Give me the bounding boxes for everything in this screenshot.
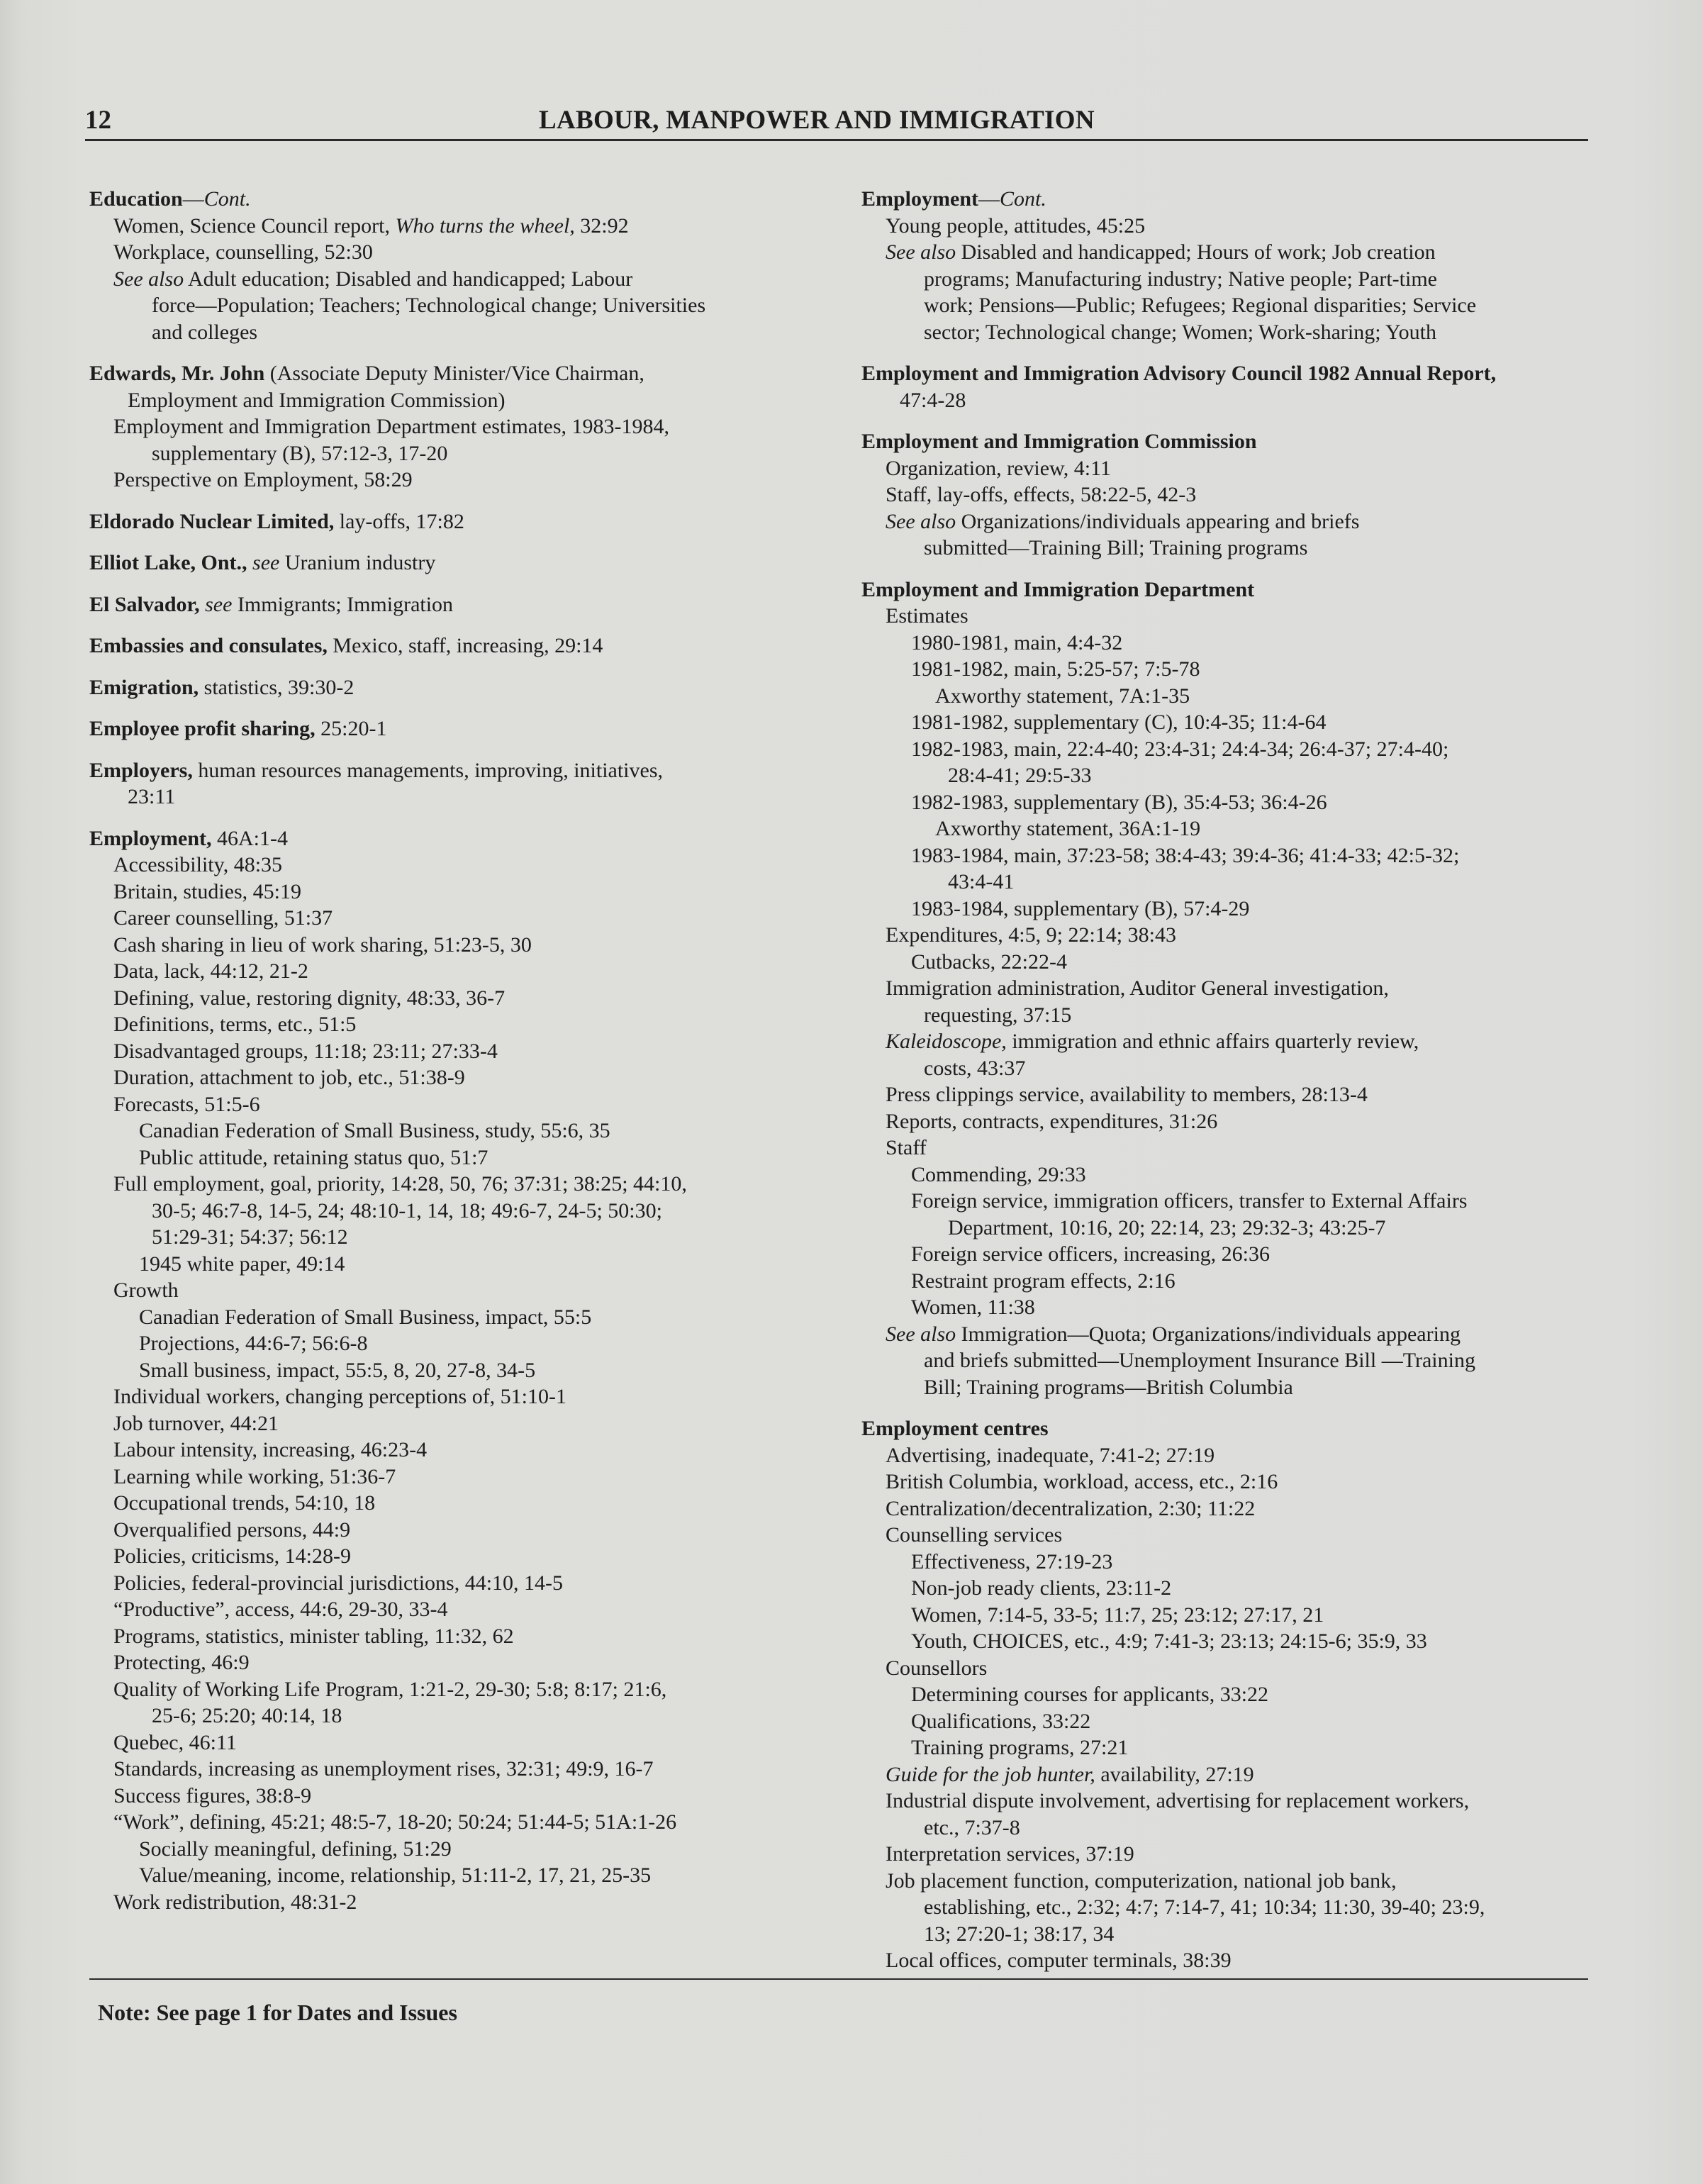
index-subentry-line — [861, 508, 1599, 535]
index-text: Expenditures, 4:5, 9; 22:14; 38:43 — [886, 923, 1176, 947]
index-subentry-line — [861, 1161, 1599, 1188]
index-text: availability, 27:19 — [1095, 1762, 1254, 1786]
index-subentry-line — [89, 1649, 841, 1676]
index-text: 1981-1982, supplementary (C), 10:4-35; 11:4-64 — [911, 711, 1327, 734]
index-text: Definitions, terms, etc., 51:5 — [113, 1013, 357, 1036]
index-subentry-line — [861, 842, 1599, 869]
index-subentry-line — [89, 1410, 841, 1437]
index-text: Bill; Training programs—British Columbia — [924, 1375, 1293, 1399]
index-text: force—Population; Teachers; Technological change; Universities — [152, 294, 706, 317]
index-text: 1983-1984, supplementary (B), 57:4-29 — [911, 896, 1250, 920]
index-subentry-line — [89, 1224, 841, 1251]
index-text: supplementary (B), 57:12-3, 17-20 — [152, 441, 448, 465]
index-subentry-line — [89, 958, 841, 985]
index-subentry-line — [861, 922, 1599, 949]
index-text: Press clippings service, availability to members, 28:13-4 — [886, 1083, 1368, 1106]
index-entry — [861, 428, 1599, 562]
index-text: Employment and Immigration Department — [861, 577, 1255, 601]
index-text: Overqualified persons, 44:9 — [113, 1517, 351, 1542]
index-text: “Work”, defining, 45:21; 48:5-7, 18-20; 50:24; 51:44-5; 51A:1-26 — [113, 1810, 677, 1834]
index-entry — [861, 1415, 1599, 1974]
index-heading-line — [89, 550, 841, 576]
index-heading-line — [89, 825, 841, 852]
index-text: Women, 11:38 — [911, 1296, 1035, 1319]
index-text: “Productive”, access, 44:6, 29-30, 33-4 — [113, 1598, 448, 1621]
index-text: Interpretation services, 37:19 — [886, 1842, 1134, 1866]
index-text: Employment and Immigration Department estimates, 1983-1984, — [113, 415, 669, 438]
index-subentry-line — [89, 1198, 841, 1225]
index-text: requesting, 37:15 — [924, 1003, 1072, 1027]
index-heading-line — [89, 633, 841, 659]
index-text: Uranium industry — [279, 551, 436, 574]
index-text: Employment and Immigration Commission) — [128, 388, 506, 412]
index-subentry-line — [89, 440, 841, 467]
index-subentry-line — [89, 1756, 841, 1783]
index-text: Immigration administration, Auditor General investigation, — [886, 976, 1389, 1000]
index-text: Cutbacks, 22:22-4 — [911, 949, 1067, 974]
index-text: Eldorado Nuclear Limited, — [89, 509, 335, 533]
index-text: Labour intensity, increasing, 46:23-4 — [113, 1438, 428, 1461]
index-subentry-line — [89, 467, 841, 494]
index-entry — [89, 360, 841, 494]
index-text: Workplace, counselling, 52:30 — [113, 240, 373, 264]
index-text: 51:29-31; 54:37; 56:12 — [152, 1225, 348, 1249]
index-subentry-line — [89, 1809, 841, 1836]
index-subentry-line — [89, 213, 841, 240]
index-text: Disabled and handicapped; Hours of work; Job creation — [956, 240, 1436, 264]
index-text: programs; Manufacturing industry; Native people; Part-time — [924, 267, 1437, 291]
index-subentry-line — [89, 1490, 841, 1517]
index-entry — [89, 633, 841, 659]
index-subentry-line — [89, 1729, 841, 1756]
index-text: 30-5; 46:7-8, 14-5, 24; 48:10-1, 14, 18; 49:6-7, 24-5; 50:30; — [152, 1198, 662, 1222]
index-text: 43:4-41 — [948, 870, 1015, 893]
index-subentry-line — [861, 266, 1599, 293]
index-text: Canadian Federation of Small Business, impact, 55:5 — [139, 1305, 592, 1329]
index-subentry-line — [89, 1251, 841, 1278]
index-text: Cash sharing in lieu of work sharing, 51:23-5, 30 — [113, 932, 532, 957]
index-subentry-line — [89, 1543, 841, 1570]
index-subentry-line — [89, 1277, 841, 1304]
index-subentry-line — [861, 1734, 1599, 1761]
index-text: and colleges — [152, 320, 258, 344]
index-subentry-line — [861, 1788, 1599, 1815]
page-header — [85, 105, 1588, 140]
index-heading-line — [89, 715, 841, 742]
index-text: Cont. — [203, 187, 251, 211]
index-heading-line — [89, 591, 841, 618]
index-heading-line — [861, 1415, 1599, 1442]
index-text: Programs, statistics, minister tabling, 11:32, 62 — [113, 1624, 514, 1648]
index-text: Mexico, staff, increasing, 29:14 — [327, 634, 603, 657]
index-text: Duration, attachment to job, etc., 51:38-9 — [113, 1066, 465, 1089]
index-subentry-line — [861, 1708, 1599, 1735]
index-subentry-line — [89, 266, 841, 293]
index-text: Employment and Immigration Commission — [861, 430, 1257, 453]
index-subentry-line — [89, 239, 841, 266]
index-text: Value/meaning, income, relationship, 51:11-2, 17, 21, 25-35 — [139, 1863, 652, 1887]
header-rule — [85, 139, 1588, 141]
index-heading-line — [89, 508, 841, 535]
index-entry — [89, 825, 841, 1916]
index-subentry-line — [861, 1055, 1599, 1082]
index-text: Full employment, goal, priority, 14:28, 50, 76; 37:31; 38:25; 44:10, — [113, 1172, 687, 1196]
index-entry — [89, 715, 841, 742]
index-text: Quality of Working Life Program, 1:21-2, 29-30; 5:8; 8:17; 21:6, — [113, 1677, 667, 1701]
index-text: Who turns the wheel, — [395, 213, 575, 238]
index-subentry-line — [89, 1330, 841, 1357]
index-text: costs, 43:37 — [924, 1056, 1026, 1080]
index-subentry-line — [861, 1655, 1599, 1682]
index-text: 25:20-1 — [315, 717, 387, 740]
index-text: Industrial dispute involvement, advertising for replacement workers, — [886, 1789, 1470, 1812]
index-text — [200, 593, 206, 616]
index-text: Projections, 44:6-7; 56:6-8 — [139, 1332, 368, 1355]
index-text: 32:92 — [574, 213, 629, 238]
index-text: Counselling services — [886, 1523, 1063, 1547]
index-text: Individual workers, changing perceptions of, 51:10-1 — [113, 1385, 567, 1408]
index-text: Britain, studies, 45:19 — [113, 879, 301, 903]
index-text: Staff — [886, 1136, 927, 1159]
index-text: Cont. — [1000, 187, 1046, 211]
index-text: Defining, value, restoring dignity, 48:33, 36-7 — [113, 986, 506, 1010]
index-subentry-line — [861, 535, 1599, 562]
index-text: Staff, lay-offs, effects, 58:22-5, 42-3 — [886, 483, 1197, 506]
index-subentry-line — [861, 1108, 1599, 1135]
index-text: Local offices, computer terminals, 38:39 — [886, 1949, 1232, 1972]
index-text: — — [978, 187, 1000, 211]
index-text: 47:4-28 — [900, 388, 966, 412]
index-text: Edwards, Mr. John — [89, 362, 265, 385]
index-text: lay-offs, 17:82 — [334, 509, 464, 533]
index-subentry-line — [861, 869, 1599, 896]
index-text: Occupational trends, 54:10, 18 — [113, 1491, 376, 1515]
index-subentry-line — [89, 1091, 841, 1118]
index-subentry-line — [89, 852, 841, 879]
index-text: Protecting, 46:9 — [113, 1651, 250, 1674]
index-text: Organization, review, 4:11 — [886, 456, 1111, 480]
running-title: LABOUR, MANPOWER AND IMMIGRATION — [539, 106, 1095, 135]
index-text: See also — [886, 240, 956, 264]
index-subentry-line — [861, 630, 1599, 657]
footer-rule — [89, 1978, 1588, 1980]
index-text: Work redistribution, 48:31-2 — [113, 1890, 357, 1914]
index-text: Department, 10:16, 20; 22:14, 23; 29:32-3; 43:25-7 — [948, 1215, 1386, 1239]
index-subentry-line — [861, 1469, 1599, 1495]
index-subentry-line — [861, 1188, 1599, 1215]
index-subentry-line — [89, 1464, 841, 1491]
index-heading-line — [861, 576, 1599, 603]
index-text: Counsellors — [886, 1656, 988, 1680]
index-heading-line — [89, 674, 841, 701]
index-text: Quebec, 46:11 — [113, 1730, 237, 1754]
index-subentry-line — [89, 1304, 841, 1331]
index-subentry-line — [861, 213, 1599, 240]
index-subentry-line — [861, 1761, 1599, 1788]
index-text: Career counselling, 51:37 — [113, 906, 333, 930]
footer-note: Note: See page 1 for Dates and Issues — [98, 2000, 457, 2025]
index-heading-line — [861, 428, 1599, 455]
index-text: Adult education; Disabled and handicapped; Labour — [184, 267, 633, 291]
index-subentry-line — [861, 975, 1599, 1002]
index-text: Learning while working, 51:36-7 — [113, 1464, 396, 1488]
index-subentry-line — [861, 683, 1599, 710]
index-text: Job placement function, computerization, national job bank, — [886, 1868, 1397, 1893]
index-entry — [861, 186, 1599, 345]
index-subentry-line — [861, 1868, 1599, 1895]
index-text: Immigration—Quota; Organizations/individuals appearing — [956, 1322, 1461, 1346]
index-subentry-line — [89, 1357, 841, 1384]
index-text: Organizations/individuals appearing and briefs — [956, 509, 1360, 533]
index-text: Women, 7:14-5, 33-5; 11:7, 25; 23:12; 27:17, 21 — [911, 1603, 1324, 1627]
index-text: Canadian Federation of Small Business, study, 55:6, 35 — [139, 1119, 610, 1142]
index-heading-line — [89, 757, 841, 784]
index-text: Foreign service officers, increasing, 26:36 — [911, 1242, 1270, 1266]
index-text: Immigrants; Immigration — [232, 592, 454, 616]
index-text: human resources managements, improving, initiatives, — [192, 758, 664, 782]
index-text: (Associate Deputy Minister/Vice Chairman, — [264, 362, 644, 385]
index-subentry-line — [861, 1028, 1599, 1055]
index-subentry-line — [89, 1676, 841, 1703]
index-text — [247, 551, 253, 574]
index-subentry-line — [89, 1144, 841, 1171]
index-subentry-line — [861, 1522, 1599, 1549]
index-subentry-line — [861, 1681, 1599, 1708]
index-text: Kaleidoscope, — [886, 1030, 1007, 1053]
index-text: Policies, federal-provincial jurisdictions, 44:10, 14-5 — [113, 1571, 564, 1595]
index-subentry-line — [861, 1241, 1599, 1268]
index-text: 25-6; 25:20; 40:14, 18 — [152, 1704, 342, 1727]
right-index-column — [861, 186, 1599, 1989]
index-entry — [89, 550, 841, 576]
index-entry — [861, 576, 1599, 1401]
index-text: Data, lack, 44:12, 21-2 — [113, 959, 308, 983]
index-text: 46A:1-4 — [211, 826, 288, 850]
index-subentry-line — [861, 1841, 1599, 1868]
index-subentry-line — [89, 1011, 841, 1038]
index-subentry-line — [89, 1703, 841, 1729]
index-subentry-line — [89, 1889, 841, 1916]
index-text: See also — [886, 509, 956, 533]
index-subentry-line — [89, 1862, 841, 1889]
index-subentry-line — [89, 1064, 841, 1091]
index-subentry-line — [89, 1783, 841, 1810]
index-subentry-line — [89, 1623, 841, 1650]
index-text: Foreign service, immigration officers, transfer to External Affairs — [911, 1189, 1468, 1213]
index-text: Socially meaningful, defining, 51:29 — [139, 1837, 452, 1861]
index-subentry-line — [89, 1118, 841, 1144]
index-text: 23:11 — [128, 785, 176, 808]
index-text: Axworthy statement, 36A:1-19 — [935, 817, 1201, 840]
index-subentry-line — [89, 905, 841, 932]
index-subentry-line — [861, 1575, 1599, 1602]
index-text: see — [205, 592, 233, 616]
index-subentry-line — [89, 292, 841, 319]
index-text: Small business, impact, 55:5, 8, 20, 27-8, 34-5 — [139, 1358, 536, 1382]
index-text: etc., 7:37-8 — [924, 1815, 1020, 1839]
index-subentry-line — [861, 1628, 1599, 1655]
index-text: See also — [886, 1322, 956, 1346]
index-entry — [89, 674, 841, 701]
index-text: work; Pensions—Public; Refugees; Regional disparities; Service — [924, 294, 1477, 317]
index-subentry-line — [861, 481, 1599, 508]
index-text: British Columbia, workload, access, etc., 2:16 — [886, 1470, 1278, 1493]
index-text: Women, Science Council report, — [113, 213, 396, 238]
index-subentry-line — [861, 1081, 1599, 1108]
index-text: El Salvador, — [89, 592, 200, 616]
index-text: Young people, attitudes, 45:25 — [886, 213, 1146, 238]
index-subentry-line — [861, 1321, 1599, 1348]
index-entry — [89, 186, 841, 345]
index-heading-line — [861, 186, 1599, 213]
index-subentry-line — [861, 387, 1599, 414]
index-subentry-line — [861, 292, 1599, 319]
left-index-column — [89, 186, 841, 1930]
index-subentry-line — [861, 1347, 1599, 1374]
index-text: 1982-1983, supplementary (B), 35:4-53; 36:4-26 — [911, 790, 1327, 814]
index-subentry-line — [89, 1171, 841, 1198]
index-subentry-line — [861, 1374, 1599, 1401]
index-subentry-line — [89, 1596, 841, 1623]
index-text: Accessibility, 48:35 — [113, 853, 283, 876]
index-subentry-line — [89, 985, 841, 1012]
index-text: Elliot Lake, Ont., — [89, 551, 247, 574]
index-subentry-line — [861, 1268, 1599, 1295]
index-text: 1981-1982, main, 5:25-57; 7:5-78 — [911, 657, 1200, 681]
index-text: Determining courses for applicants, 33:22 — [911, 1683, 1269, 1706]
index-text: Employment and Immigration Advisory Council 1982 Annual Report, — [861, 362, 1497, 385]
index-subentry-line — [861, 949, 1599, 976]
index-subentry-line — [89, 932, 841, 959]
index-entry — [861, 360, 1599, 413]
index-text: Non-job ready clients, 23:11-2 — [911, 1576, 1172, 1600]
index-subentry-line — [89, 1383, 841, 1410]
index-text: Employment, — [89, 826, 212, 850]
index-text: Commending, 29:33 — [911, 1162, 1086, 1186]
index-text: Training programs, 27:21 — [911, 1736, 1129, 1759]
index-text: Job turnover, 44:21 — [113, 1411, 279, 1435]
index-text: see — [252, 551, 280, 574]
index-text: Standards, increasing as unemployment rises, 32:31; 49:9, 16-7 — [113, 1757, 654, 1781]
index-text: statistics, 39:30-2 — [199, 675, 354, 699]
index-subentry-line — [861, 1215, 1599, 1242]
index-text: Policies, criticisms, 14:28-9 — [113, 1544, 351, 1568]
index-subentry-line — [861, 1495, 1599, 1522]
index-text: 28:4-41; 29:5-33 — [948, 764, 1092, 787]
index-subentry-line — [861, 1602, 1599, 1629]
index-subentry-line — [861, 603, 1599, 630]
index-subentry-line — [89, 1437, 841, 1464]
index-text: immigration and ethnic affairs quarterly review, — [1006, 1030, 1419, 1053]
index-subentry-line — [89, 879, 841, 906]
index-subentry-line — [861, 709, 1599, 736]
index-entry — [89, 508, 841, 535]
index-text: See also — [113, 267, 184, 291]
index-heading-line — [89, 360, 841, 387]
index-subentry-line — [861, 1947, 1599, 1974]
index-subentry-line — [861, 455, 1599, 482]
index-text: Education — [89, 187, 183, 211]
index-subentry-line — [861, 1135, 1599, 1161]
index-subentry-line — [861, 1815, 1599, 1842]
index-text: Growth — [113, 1278, 179, 1302]
index-text: Employee profit sharing, — [89, 717, 316, 740]
index-entry — [89, 591, 841, 618]
page-number: 12 — [85, 106, 111, 135]
index-text: Axworthy statement, 7A:1-35 — [935, 684, 1190, 708]
index-text: Centralization/decentralization, 2:30; 11:22 — [886, 1496, 1256, 1520]
index-subentry-line — [89, 1038, 841, 1065]
index-text: 1983-1984, main, 37:23-58; 38:4-43; 39:4-36; 41:4-33; 42:5-32; — [911, 843, 1460, 867]
index-text: Estimates — [886, 604, 968, 628]
index-text: Qualifications, 33:22 — [911, 1709, 1091, 1733]
index-subentry-line — [861, 1894, 1599, 1921]
index-subentry-line — [89, 319, 841, 346]
index-text: Perspective on Employment, 58:29 — [113, 468, 413, 491]
index-subentry-line — [861, 896, 1599, 923]
index-text: 13; 27:20-1; 38:17, 34 — [924, 1922, 1115, 1946]
index-subentry-line — [861, 656, 1599, 683]
index-subentry-line — [861, 736, 1599, 763]
index-text: 1945 white paper, 49:14 — [139, 1252, 345, 1276]
index-text: Reports, contracts, expenditures, 31:26 — [886, 1109, 1218, 1133]
index-subentry-line — [861, 1002, 1599, 1029]
index-subentry-line — [861, 762, 1599, 789]
index-text: Guide for the job hunter, — [886, 1762, 1095, 1786]
index-text: Emigration, — [89, 675, 199, 699]
index-text: Embassies and consulates, — [89, 634, 328, 657]
index-text: Public attitude, retaining status quo, 51:7 — [139, 1145, 488, 1169]
index-heading-line — [861, 360, 1599, 387]
index-subentry-line — [861, 789, 1599, 816]
index-text: — — [182, 187, 204, 211]
index-text: Employment — [861, 187, 978, 211]
index-subentry-line — [861, 319, 1599, 346]
index-text: Disadvantaged groups, 11:18; 23:11; 27:33-4 — [113, 1039, 498, 1063]
index-subentry-line — [861, 1294, 1599, 1321]
index-subentry-line — [861, 1442, 1599, 1469]
index-subentry-line — [89, 1517, 841, 1544]
index-text: Employers, — [89, 758, 193, 782]
index-text: Effectiveness, 27:19-23 — [911, 1549, 1113, 1573]
index-text: Forecasts, 51:5-6 — [113, 1092, 260, 1116]
index-entry — [89, 757, 841, 810]
index-subentry-line — [861, 1921, 1599, 1948]
index-text: Employment centres — [861, 1417, 1049, 1440]
index-text: Youth, CHOICES, etc., 4:9; 7:41-3; 23:13; 24:15-6; 35:9, 33 — [911, 1629, 1427, 1653]
index-text: submitted—Training Bill; Training programs — [924, 536, 1308, 559]
index-subentry-line — [861, 239, 1599, 266]
index-text: sector; Technological change; Women; Work-sharing; Youth — [924, 320, 1436, 344]
index-text: 1982-1983, main, 22:4-40; 23:4-31; 24:4-34; 26:4-37; 27:4-40; — [911, 737, 1449, 761]
index-text: Advertising, inadequate, 7:41-2; 27:19 — [886, 1443, 1215, 1467]
index-subentry-line — [89, 413, 841, 440]
index-text: and briefs submitted—Unemployment Insurance Bill —Training — [924, 1349, 1475, 1372]
index-heading-line — [89, 186, 841, 213]
index-text: 1980-1981, main, 4:4-32 — [911, 630, 1123, 654]
index-subentry-line — [89, 1570, 841, 1597]
index-subentry-line — [861, 1549, 1599, 1576]
index-subentry-line — [89, 784, 841, 810]
index-subentry-line — [89, 387, 841, 414]
index-text: establishing, etc., 2:32; 4:7; 7:14-7, 41; 10:34; 11:30, 39-40; 23:9, — [924, 1895, 1485, 1919]
index-text: Restraint program effects, 2:16 — [911, 1269, 1176, 1293]
index-subentry-line — [89, 1836, 841, 1863]
index-text: Success figures, 38:8-9 — [113, 1783, 312, 1807]
index-subentry-line — [861, 815, 1599, 842]
